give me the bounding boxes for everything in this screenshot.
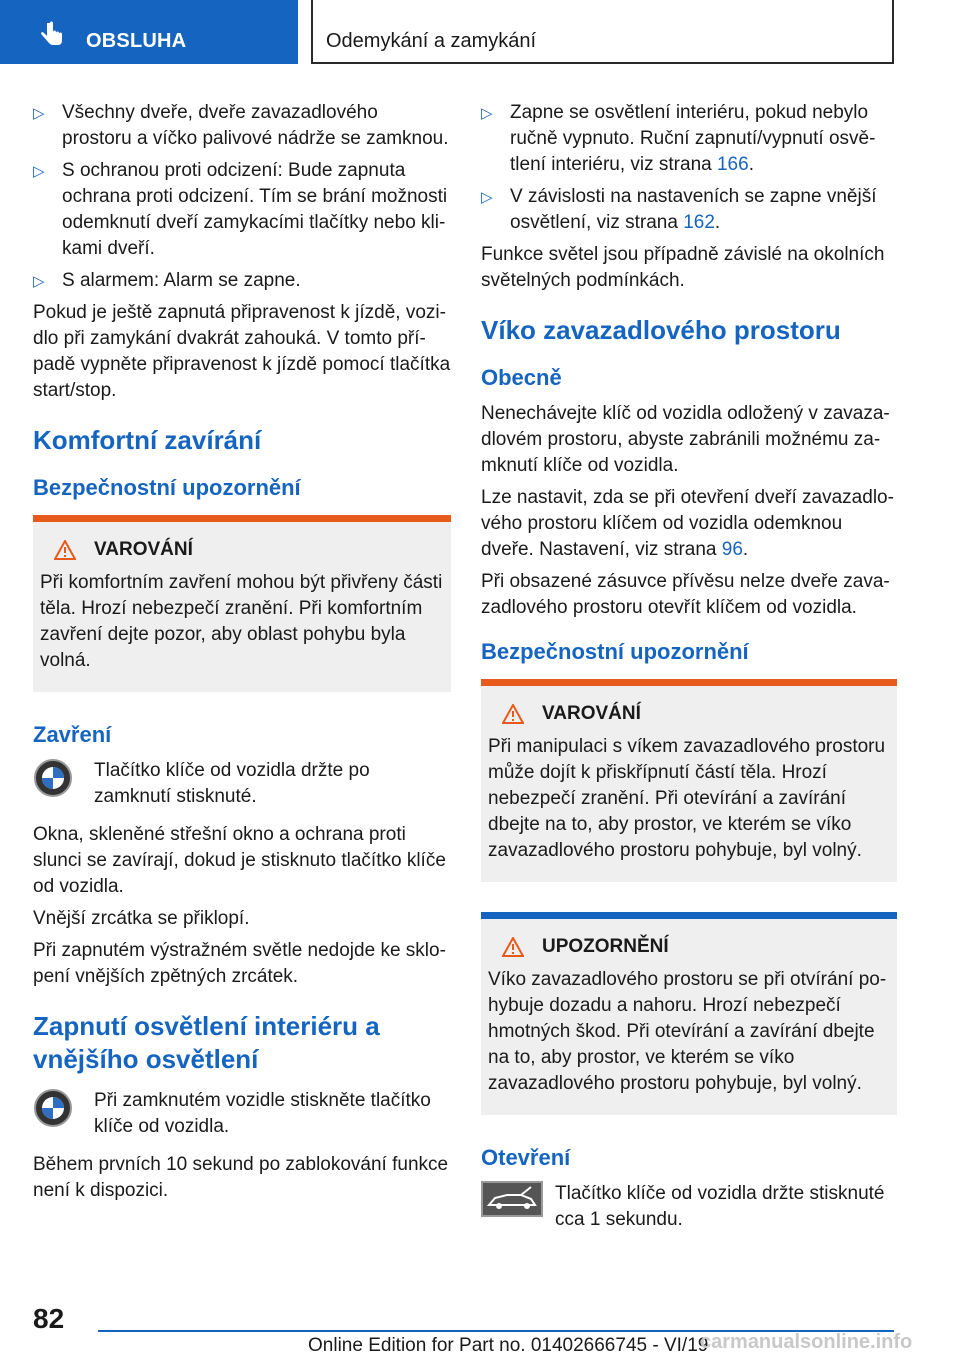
paragraph: Funkce světel jsou případně závislé na okolních světelných podmínkách. [481,244,885,291]
list-item: ▷ Všechny dveře, dveře zavazadlového prostoru a víčko palivové nádrže se zamknou. [33,102,449,149]
section-label: OBSLUHA [86,30,187,52]
paragraph: Lze nastavit, zda se při otevření dveří zavazadlového prostoru klíčem od vozidla odemknou dveře. Nastavení, viz strana 96. [481,487,894,560]
list-item: ▷ Zapne se osvětlení interiéru, pokud nebylo ručně vypnuto. Ruční zapnutí/vypnutí osvětlení interiéru, viz strana 166. [481,102,876,175]
key-instruction: Tlačítko klíče od vozidla držte stisknuté cca 1 sekundu. [481,1181,897,1233]
paragraph: Okna, skleněné střešní okno a ochrana proti slunci se zavírají, dokud je stisknuto tlačítko klíče od vozidla. [33,824,446,897]
page-link-162[interactable]: 162 [683,212,715,233]
heading-open: Otevření [481,1145,571,1170]
heading-comfort-close: Komfortní zavírání [33,425,262,455]
warning-triangle-icon [502,704,524,724]
warning-text: Při komfortním zavření mohou být přivřeny části těla. Hrozí nebezpečí zranění. Při komfortním zavření dejte pozor, aby oblast pohybu byla volná. [40,572,443,671]
triangle-bullet-icon: ▷ [481,189,493,206]
heading-lights: Zapnutí osvětlení interiéru a vnějšího osvětlení [33,1011,380,1074]
paragraph: Během prvních 10 sekund po zablokování funkce není k dispozici. [33,1154,449,1201]
heading-safety-notes: Bezpečnostní upozornění [33,475,301,500]
lock-key-button-icon [33,1088,89,1140]
trunk-key-button-icon [481,1181,547,1233]
left-column [33,100,451,1210]
chapter-title: Odemykání a zamykání [326,30,537,52]
triangle-bullet-icon: ▷ [33,163,45,180]
list-item: ▷ V závislosti na nastaveních se zapne vnější osvětlení, viz strana 162. [481,186,877,233]
warning-title: VAROVÁNÍ [502,701,889,727]
warning-triangle-icon [54,540,76,560]
paragraph: Při obsazené zásuvce přívěsu nelze dveře zavazadlového prostoru otevřít klíčem od vozidla. [481,571,890,618]
triangle-bullet-icon: ▷ [481,105,493,122]
hand-icon [38,20,66,48]
triangle-bullet-icon: ▷ [33,273,45,290]
triangle-bullet-icon: ▷ [33,105,45,122]
notice-box [481,912,897,1115]
lock-key-button-icon [33,758,89,810]
paragraph: Nenechávejte klíč od vozidla odložený v zavazadlovém prostoru, abyste zabránili možnému zamknutí klíče od vozidla. [481,403,890,476]
notice-title: UPOZORNĚNÍ [502,934,889,960]
footer-edition: Online Edition for Part no. 01402666745 - VI/19 [308,1335,709,1356]
key-instruction: Při zamknutém vozidle stiskněte tlačítko klíče od vozidla. [33,1088,451,1140]
list-item: ▷ S ochranou proti odcizení: Bude zapnuta ochrana proti odcizení. Tím se brání možnosti odemknutí dveří zamykacími tlačítky nebo klikami dveří. [33,160,448,259]
list-item: ▷ S alarmem: Alarm se zapne. [33,268,451,294]
key-instruction: Tlačítko klíče od vozidla držte po zamknutí stisknuté. [33,758,451,810]
paragraph: Pokud je ještě zapnutá připravenost k jízdě, vozidlo při zamykání dvakrát zahouká. V tomto případě vypněte připravenost k jízdě pomocí tlačítka start/stop. [33,302,451,401]
page-link-166[interactable]: 166 [716,154,749,175]
chapter-title-box [311,0,894,64]
heading-safety-notes: Bezpečnostní upozornění [481,639,749,664]
watermark: carmanualsonline.info [700,1331,913,1353]
heading-general: Obecně [481,365,562,390]
notice-triangle-icon [502,937,524,957]
page-link-96[interactable]: 96 [721,539,743,560]
heading-close: Zavření [33,722,112,747]
warning-box [33,515,451,692]
page-number: 82 [33,1303,65,1334]
warning-title: VAROVÁNÍ [54,537,443,563]
warning-text: Při manipulaci s víkem zavazadlového prostoru může dojít k přiskřípnutí částí těla. Hrozí nebezpečí zranění. Při otevírání a zavírání dbejte na to, aby prostor, ve kterém se víko zavazadlového prostoru pohybuje, byl volný. [488,736,886,861]
right-column [481,100,897,1245]
warning-box [481,679,897,882]
heading-trunk-lid: Víko zavazadlového prostoru [481,315,841,345]
notice-text: Víko zavazadlového prostoru se při otvírání pohybuje dozadu a nahoru. Hrozí nebezpečí hmotných škod. Při otevírání a zavírání dbejte na to, aby prostor, ve kterém se víko zavazadlového prostoru pohybuje, byl volný. [488,969,887,1094]
section-tab [0,0,298,64]
paragraph: Při zapnutém výstražném světle nedojde ke sklopení vnějších zpětných zrcátek. [33,940,446,987]
paragraph: Vnější zrcátka se přiklopí. [33,908,250,929]
